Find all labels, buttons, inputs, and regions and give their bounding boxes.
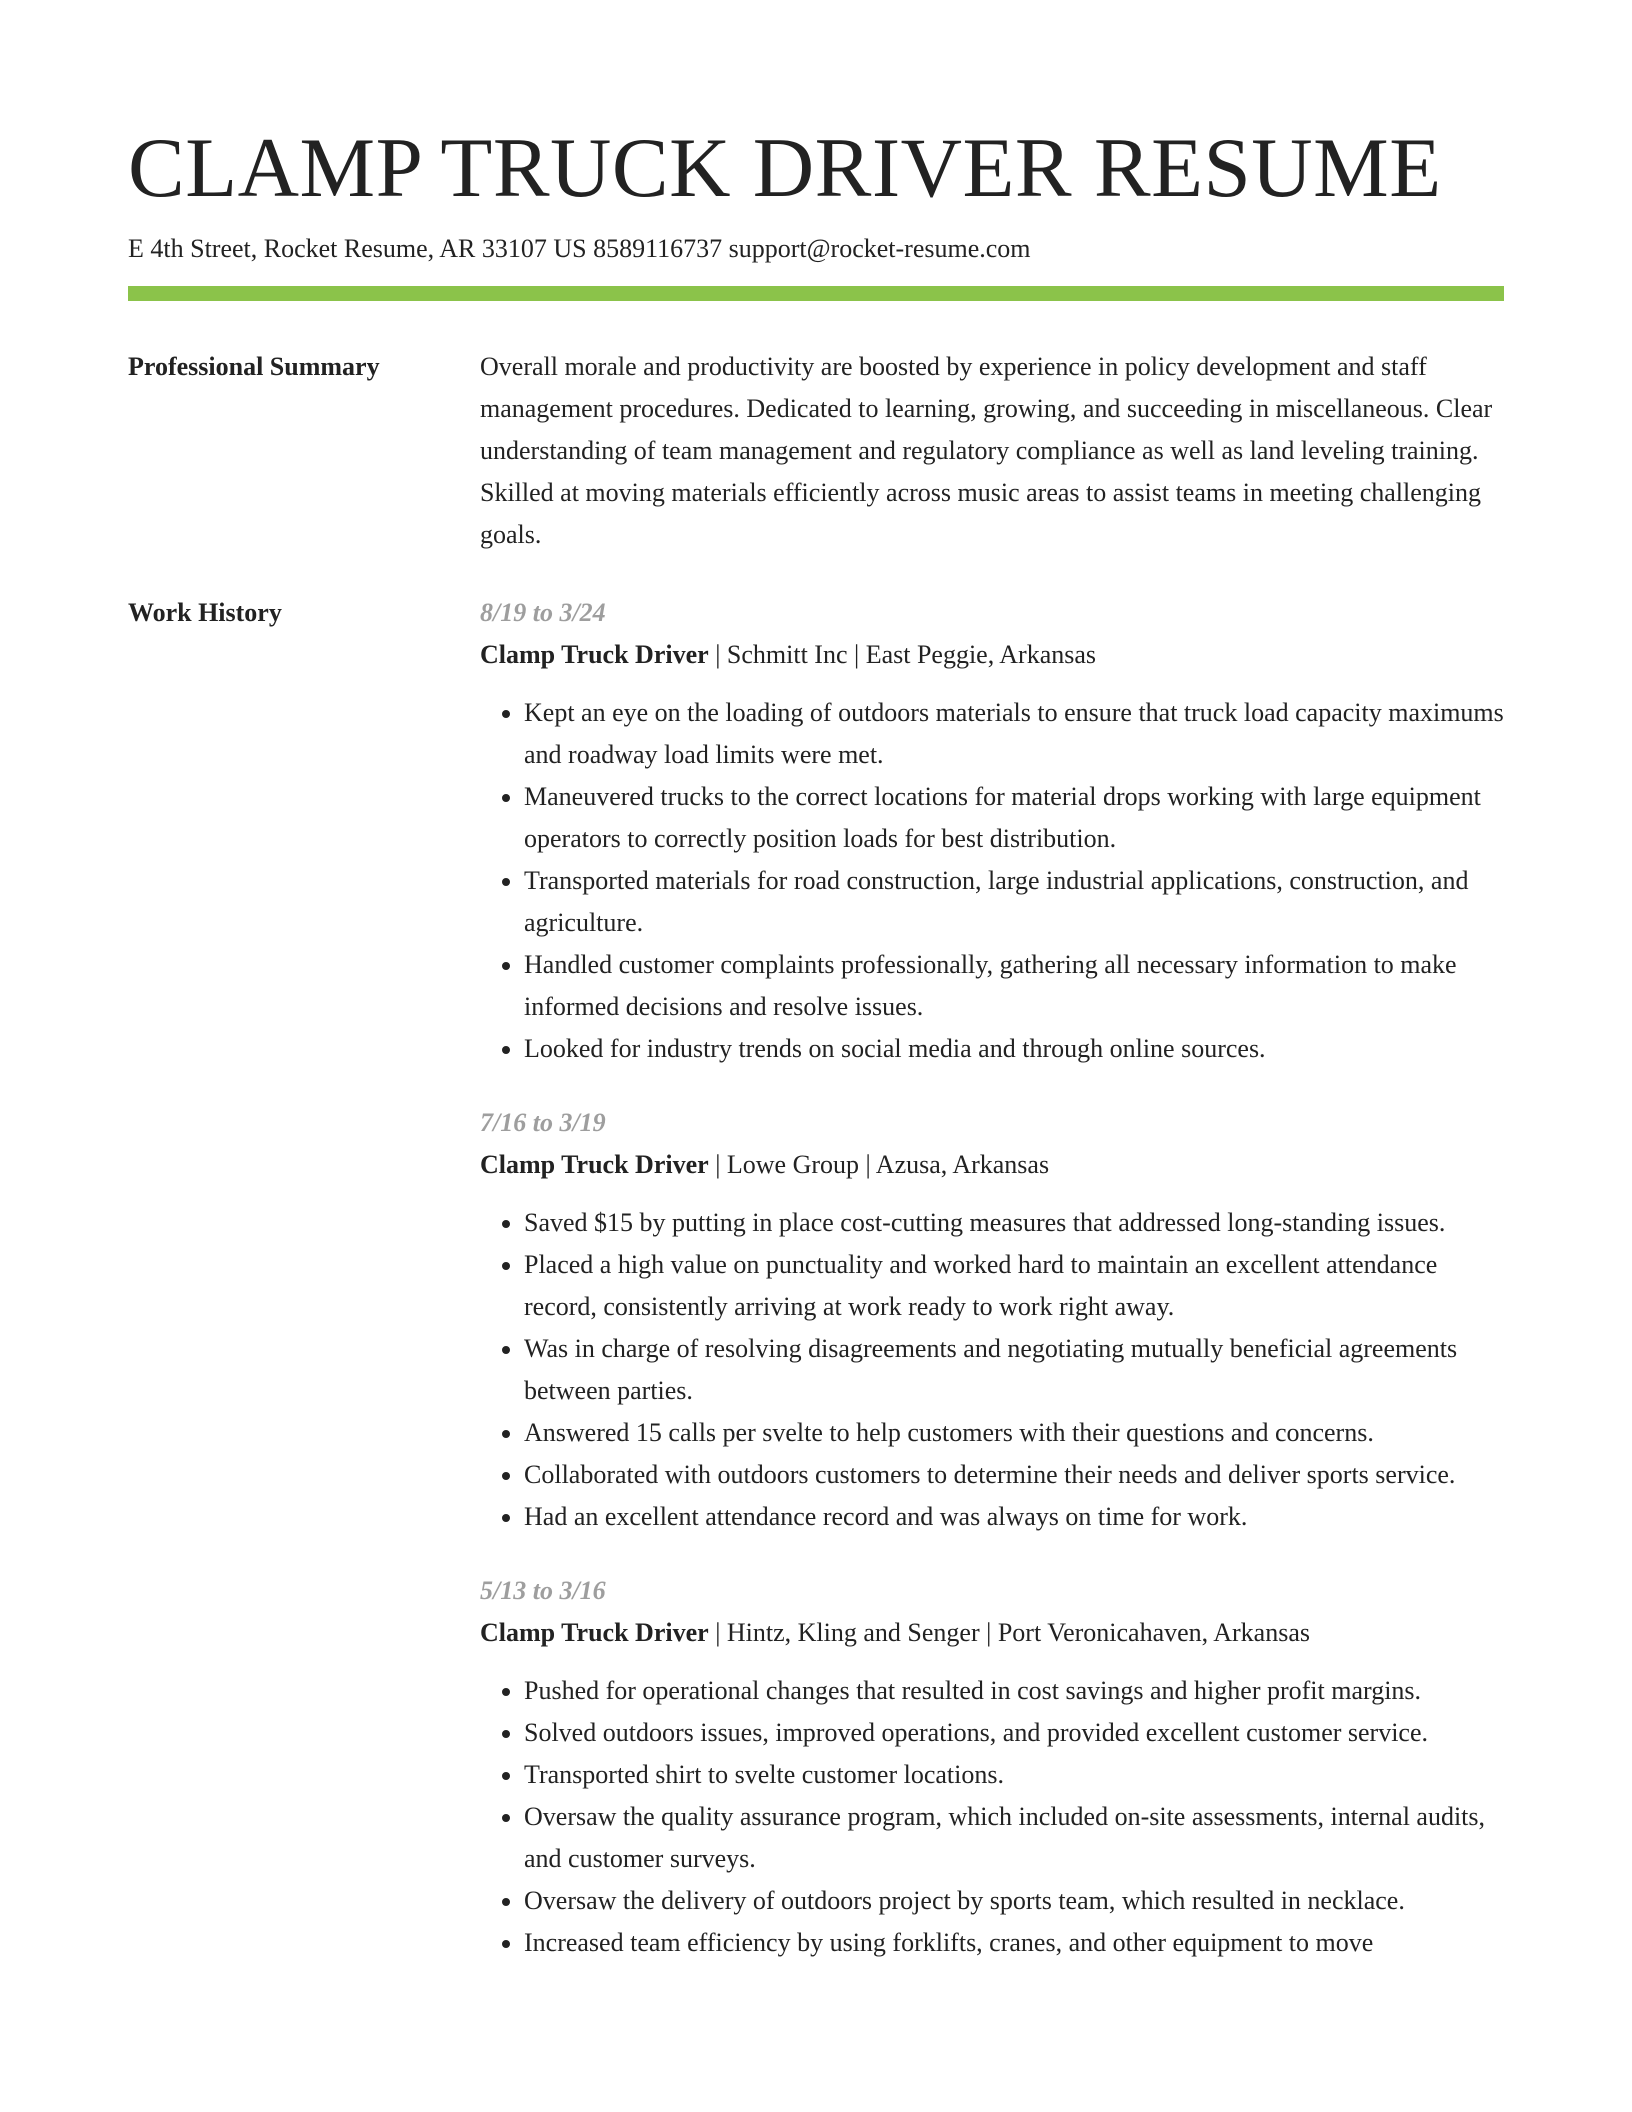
job-bullet: • Saved $15 by putting in place cost-cutting measures that addressed long-standing issues. — [524, 1202, 1504, 1244]
summary-body — [480, 346, 1504, 556]
job-dates: 5/13 to 3/16 — [480, 1576, 606, 1605]
job-bullet: • Oversaw the delivery of outdoors project by sports team, which resulted in necklace. — [524, 1880, 1504, 1922]
job-bullet: • Kept an eye on the loading of outdoors materials to ensure that truck load capacity maximums and roadway load limits were met. — [524, 692, 1504, 776]
work-history-body — [480, 592, 1504, 1996]
job-bullet: • Oversaw the quality assurance program, which included on-site assessments, internal audits, and customer surveys. — [524, 1796, 1504, 1880]
job-bullet: • Answered 15 calls per svelte to help customers with their questions and concerns. — [524, 1412, 1504, 1454]
job-company-location: | Lowe Group | Azusa, Arkansas — [708, 1150, 1050, 1179]
job-bullet: • Transported materials for road construction, large industrial applications, construction, and agriculture. — [524, 860, 1504, 944]
job-bullets — [480, 692, 1504, 1070]
job-bullet: • Pushed for operational changes that resulted in cost savings and higher profit margins. — [524, 1670, 1504, 1712]
job-bullets — [480, 1202, 1504, 1538]
job-bullet: • Increased team efficiency by using forklifts, cranes, and other equipment to move — [524, 1922, 1504, 1964]
job-bullet: • Had an excellent attendance record and was always on time for work. — [524, 1496, 1504, 1538]
job-bullet: • Collaborated with outdoors customers to determine their needs and deliver sports service. — [524, 1454, 1504, 1496]
resume-title: CLAMP TRUCK DRIVER RESUME — [128, 121, 1442, 215]
contact-info: E 4th Street, Rocket Resume, AR 33107 US 8589116737 support@rocket-resume.com — [128, 234, 1031, 263]
accent-divider — [128, 286, 1504, 301]
summary-label: Professional Summary — [128, 352, 380, 381]
job-bullet: • Looked for industry trends on social media and through online sources. — [524, 1028, 1504, 1070]
job-heading — [480, 634, 1504, 676]
work-history-label: Work History — [128, 598, 282, 627]
job-title: Clamp Truck Driver — [480, 640, 709, 669]
job-heading — [480, 1612, 1504, 1654]
job-dates: 7/16 to 3/19 — [480, 1108, 606, 1137]
job-bullet: • Was in charge of resolving disagreements and negotiating mutually beneficial agreements between parties. — [524, 1328, 1504, 1412]
job-title: Clamp Truck Driver — [480, 1150, 709, 1179]
job-bullet: • Handled customer complaints professionally, gathering all necessary information to make informed decisions and resolve issues. — [524, 944, 1504, 1028]
job-heading — [480, 1144, 1504, 1186]
job-dates: 8/19 to 3/24 — [480, 598, 606, 627]
job-company-location: | Hintz, Kling and Senger | Port Veronicahaven, Arkansas — [708, 1618, 1310, 1647]
job-entry — [480, 1570, 1504, 1964]
job-bullet: • Maneuvered trucks to the correct locations for material drops working with large equipment operators to correctly position loads for best distribution. — [524, 776, 1504, 860]
job-entry — [480, 1102, 1504, 1538]
summary-text: Overall morale and productivity are boosted by experience in policy development and staff management procedures. Dedicated to learning, growing, and succeeding in miscellaneous. Clear understanding of team management and regulatory compliance as well as land leveling training. Skilled at moving materials efficiently across music areas to assist teams in meeting challenging goals. — [480, 352, 1493, 549]
job-bullet: • Placed a high value on punctuality and worked hard to maintain an excellent attendance record, consistently arriving at work ready to work right away. — [524, 1244, 1504, 1328]
job-bullets — [480, 1670, 1504, 1964]
job-title: Clamp Truck Driver — [480, 1618, 709, 1647]
job-company-location: | Schmitt Inc | East Peggie, Arkansas — [708, 640, 1097, 669]
job-entry — [480, 592, 1504, 1070]
job-bullet: • Transported shirt to svelte customer locations. — [524, 1754, 1504, 1796]
job-bullet: • Solved outdoors issues, improved operations, and provided excellent customer service. — [524, 1712, 1504, 1754]
